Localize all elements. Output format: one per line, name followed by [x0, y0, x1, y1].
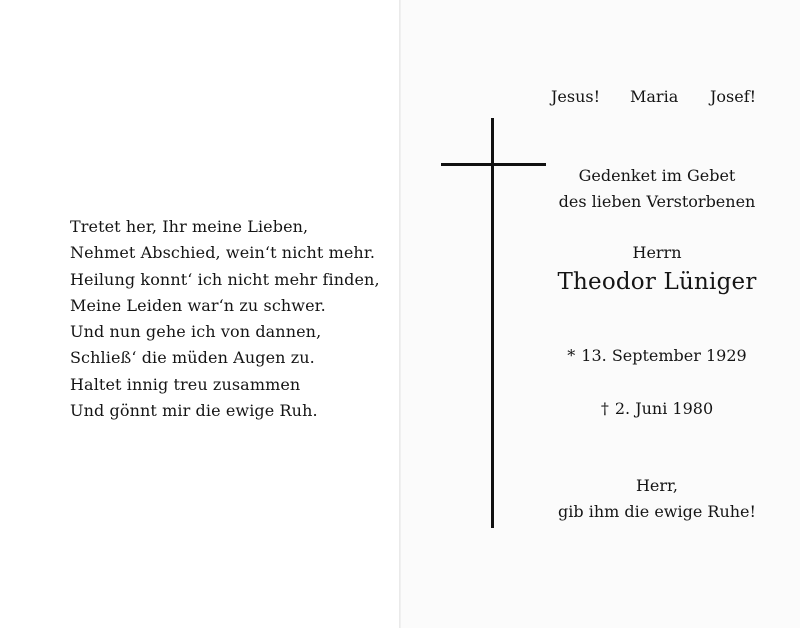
invocation-josef: Josef!	[710, 87, 757, 106]
poem-line: Nehmet Abschied, wein‘t nicht mehr.	[70, 243, 376, 263]
death-dagger-icon: †	[600, 399, 609, 418]
prayer-line-1: Gedenket im Gebet	[578, 166, 736, 185]
closing-prayer	[552, 473, 762, 525]
page-fold	[399, 0, 401, 628]
poem-line: Schließ‘ die müden Augen zu.	[70, 348, 315, 368]
death-date-text: 2. Juni 1980	[614, 399, 714, 418]
poem-line: Tretet her, Ihr meine Lieben,	[70, 217, 309, 236]
poem-line: Heilung konnt‘ ich nicht mehr finden,	[70, 269, 380, 289]
birth-date	[552, 343, 762, 369]
cross-bar	[441, 163, 546, 166]
poem-line: Meine Leiden war‘n zu schwer.	[70, 295, 326, 315]
prayer-line-2: des lieben Verstorbenen	[558, 192, 756, 211]
poem-line: Und nun gehe ich von dannen,	[70, 322, 322, 342]
death-date	[552, 396, 762, 422]
deceased-name: Theodor Lüniger	[557, 269, 757, 295]
invocation-jesus: Jesus!	[551, 87, 601, 106]
poem	[70, 214, 390, 424]
birth-star-icon: *	[567, 346, 576, 365]
poem-line: Und gönnt mir die ewige Ruh.	[70, 401, 318, 421]
birth-date-text: 13. September 1929	[581, 346, 747, 365]
poem-line: Haltet innig treu zusammen	[70, 374, 301, 394]
deceased-title: Herrn	[632, 243, 682, 262]
invocation-maria: Maria	[630, 87, 679, 106]
prayer-text	[552, 163, 762, 215]
closing-line-2: gib ihm die ewige Ruhe!	[558, 502, 756, 521]
cross-icon	[491, 118, 494, 528]
closing-line-1: Herr,	[635, 476, 679, 495]
